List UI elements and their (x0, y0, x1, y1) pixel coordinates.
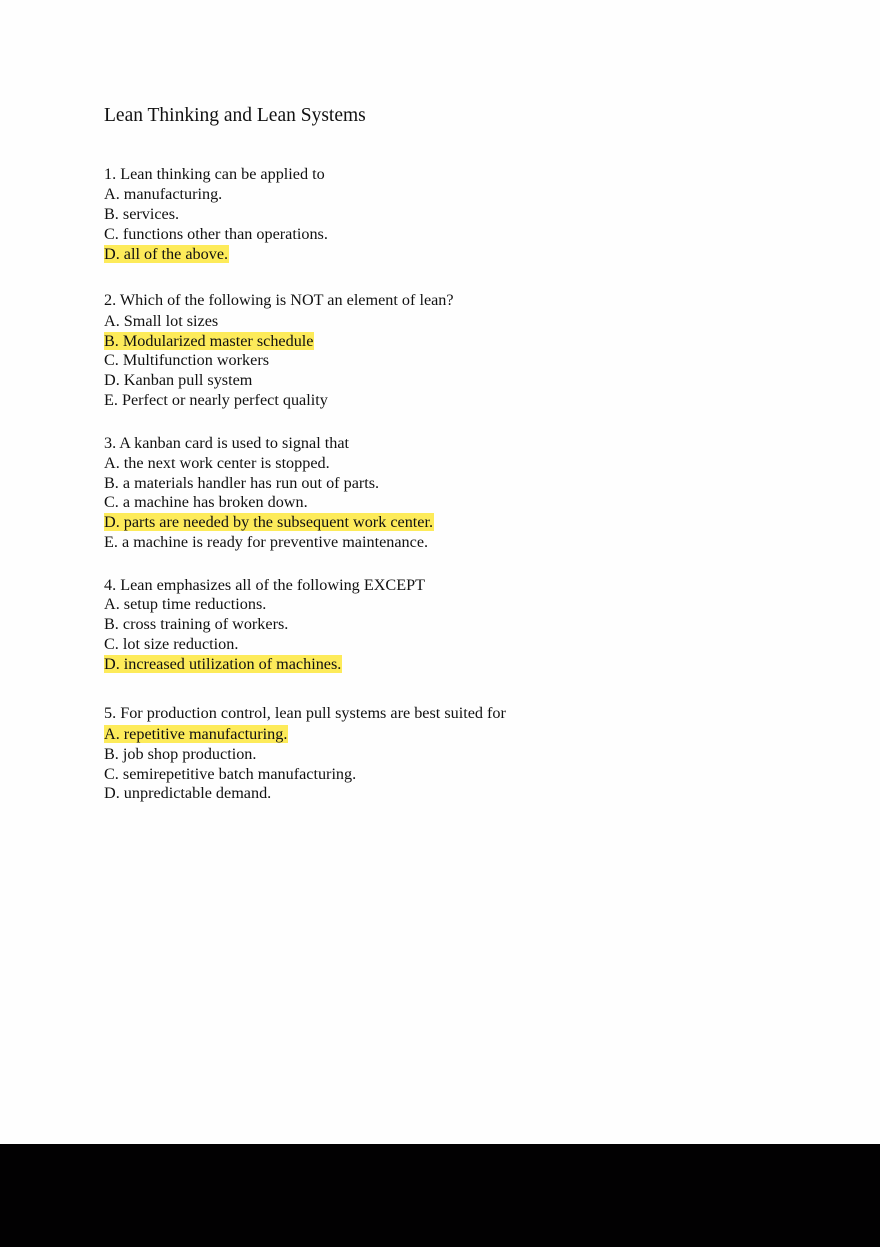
answer-option: B. cross training of workers. (104, 615, 289, 633)
highlight: A. repetitive manufacturing. (104, 725, 288, 743)
answer-option: C. functions other than operations. (104, 225, 328, 243)
answer-option: B. job shop production. (104, 745, 257, 763)
answer-option: A. setup time reductions. (104, 595, 267, 613)
question-stem: 3. A kanban card is used to signal that (104, 434, 350, 452)
document-title: Lean Thinking and Lean Systems (104, 105, 366, 126)
answer-option-highlighted (104, 654, 342, 674)
question-stem: 1. Lean thinking can be applied to (104, 165, 325, 183)
answer-option-highlighted (104, 512, 434, 532)
answer-option-highlighted (104, 331, 314, 351)
answer-option: C. lot size reduction. (104, 635, 239, 653)
answer-option: D. Kanban pull system (104, 371, 253, 389)
answer-option-highlighted (104, 724, 288, 744)
answer-option: C. a machine has broken down. (104, 493, 308, 511)
highlight: D. increased utilization of machines. (104, 655, 342, 673)
answer-option: E. Perfect or nearly perfect quality (104, 391, 328, 409)
answer-option: A. manufacturing. (104, 185, 223, 203)
answer-option: E. a machine is ready for preventive maintenance. (104, 533, 429, 551)
answer-option: C. semirepetitive batch manufacturing. (104, 765, 357, 783)
answer-option: B. services. (104, 205, 180, 223)
answer-option: D. unpredictable demand. (104, 784, 272, 802)
question-stem: 2. Which of the following is NOT an element of lean? (104, 291, 454, 309)
answer-option: A. Small lot sizes (104, 312, 219, 330)
bottom-black-bar (0, 1144, 880, 1247)
answer-option-highlighted (104, 244, 229, 264)
answer-option: C. Multifunction workers (104, 351, 270, 369)
highlight: D. parts are needed by the subsequent work center. (104, 513, 434, 531)
highlight: B. Modularized master schedule (104, 332, 314, 350)
question-stem: 4. Lean emphasizes all of the following EXCEPT (104, 576, 425, 594)
question-stem: 5. For production control, lean pull systems are best suited for (104, 704, 506, 722)
highlight: D. all of the above. (104, 245, 229, 263)
answer-option: B. a materials handler has run out of parts. (104, 474, 380, 492)
answer-option: A. the next work center is stopped. (104, 454, 330, 472)
